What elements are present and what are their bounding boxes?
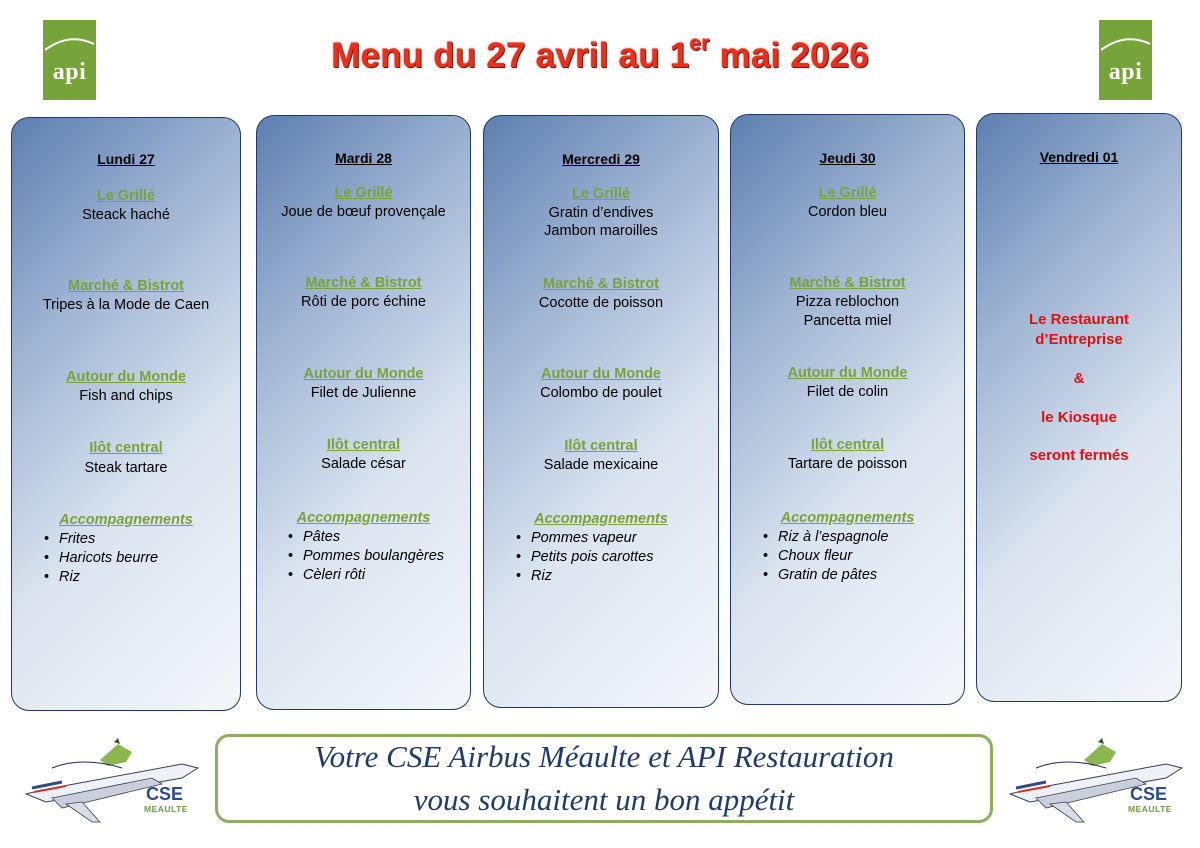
dish: Fish and chips <box>79 388 173 404</box>
category-label: Le Grillé <box>96 188 156 204</box>
dish: Tartare de poisson <box>787 456 908 472</box>
list-item: • Frites <box>44 530 158 549</box>
dish: Steack haché <box>82 207 170 223</box>
cse-logo-subtext: MEAULTE <box>1128 804 1172 814</box>
dish: Cocotte de poisson <box>538 295 664 311</box>
list-item: • Pâtes <box>288 528 444 547</box>
category-label: Marché & Bistrot <box>67 278 185 294</box>
category-label: Marché & Bistrot <box>789 275 906 291</box>
closed-notice-line: le Kiosque <box>1041 409 1117 426</box>
dish: Jambon maroilles <box>544 223 658 239</box>
list-item: • Riz à l’espagnole <box>763 528 888 547</box>
category-label: Marché & Bistrot <box>542 276 660 292</box>
category-label: Ilôt central <box>89 440 163 456</box>
category-label: Autour du Monde <box>787 365 908 381</box>
list-item: • Haricots beurre <box>44 549 158 568</box>
day-card-tuesday <box>256 115 471 710</box>
dish: Pizza reblochon <box>795 294 900 310</box>
accompaniments-label: Accompagnements <box>534 511 668 527</box>
day-title: Vendredi 01 <box>1039 149 1119 165</box>
category-label: Ilôt central <box>326 437 401 453</box>
dish: Joue de bœuf provençale <box>281 204 446 220</box>
accompaniments-list <box>288 528 444 585</box>
day-title: Mardi 28 <box>335 150 392 166</box>
dish: Rôti de porc échine <box>301 294 426 310</box>
day-title: Jeudi 30 <box>819 150 876 166</box>
category-label: Le Grillé <box>334 185 393 201</box>
cse-logo-text: CSE <box>146 784 184 804</box>
closed-notice-line: seront fermés <box>1029 447 1129 464</box>
category-label: Autour du Monde <box>540 366 661 382</box>
day-title: Mercredi 29 <box>562 151 640 167</box>
accompaniments-list <box>516 529 654 586</box>
closed-notice-line: & <box>1073 370 1085 387</box>
day-title: Lundi 27 <box>97 151 155 167</box>
category-label: Ilôt central <box>810 437 885 453</box>
list-item: • Petits pois carottes <box>516 548 654 567</box>
day-card-wednesday <box>483 115 719 708</box>
footer-line-1: Votre CSE Airbus Méaulte et API Restauration <box>314 739 894 774</box>
list-item: • Choux fleur <box>763 547 888 566</box>
category-label: Autour du Monde <box>303 366 424 382</box>
cse-logo-subtext: MEAULTE <box>144 804 188 814</box>
accompaniments-label: Accompagnements <box>59 512 193 528</box>
day-card-monday <box>11 117 241 711</box>
dish: Colombo de poulet <box>540 385 662 401</box>
cse-logo-text: CSE <box>1130 784 1168 804</box>
list-item: • Cèleri rôti <box>288 566 444 585</box>
day-card-thursday <box>730 114 965 705</box>
dish: Gratin d’endives <box>548 205 654 221</box>
cse-meaulte-logo-right <box>1006 738 1191 824</box>
day-card-friday <box>976 113 1182 702</box>
list-item: • Pommes boulangères <box>288 547 444 566</box>
list-item: • Riz <box>516 567 654 586</box>
accompaniments-list <box>763 528 888 585</box>
accompaniments-label: Accompagnements <box>296 510 431 526</box>
closed-notice-line: d’Entreprise <box>1035 331 1123 348</box>
cse-meaulte-logo-left <box>22 738 207 824</box>
dish: Salade mexicaine <box>543 457 659 473</box>
list-item: • Pommes vapeur <box>516 529 654 548</box>
list-item: • Gratin de pâtes <box>763 566 888 585</box>
footer-message-box <box>215 734 993 823</box>
dish: Tripes à la Mode de Caen <box>42 297 210 313</box>
category-label: Autour du Monde <box>65 369 186 385</box>
list-item: • Riz <box>44 568 158 587</box>
category-label: Le Grillé <box>818 185 877 201</box>
dish: Cordon bleu <box>808 204 887 220</box>
dish: Filet de colin <box>806 384 889 400</box>
category-label: Marché & Bistrot <box>305 275 422 291</box>
api-logo-text: api <box>52 59 87 85</box>
closed-notice-line: Le Restaurant <box>1028 311 1130 328</box>
category-label: Ilôt central <box>564 438 638 454</box>
dish: Salade césar <box>321 456 406 472</box>
page-title: Menu du 27 avril au 1er mai 2026 <box>331 32 869 75</box>
dish: Pancetta miel <box>803 313 892 329</box>
accompaniments-list <box>44 530 158 587</box>
footer-line-2: vous souhaitent un bon appétit <box>413 782 795 817</box>
api-logo-text: api <box>1108 59 1143 85</box>
dish: Steak tartare <box>84 460 168 476</box>
dish: Filet de Julienne <box>310 385 417 401</box>
accompaniments-label: Accompagnements <box>780 510 915 526</box>
category-label: Le Grillé <box>571 186 631 202</box>
